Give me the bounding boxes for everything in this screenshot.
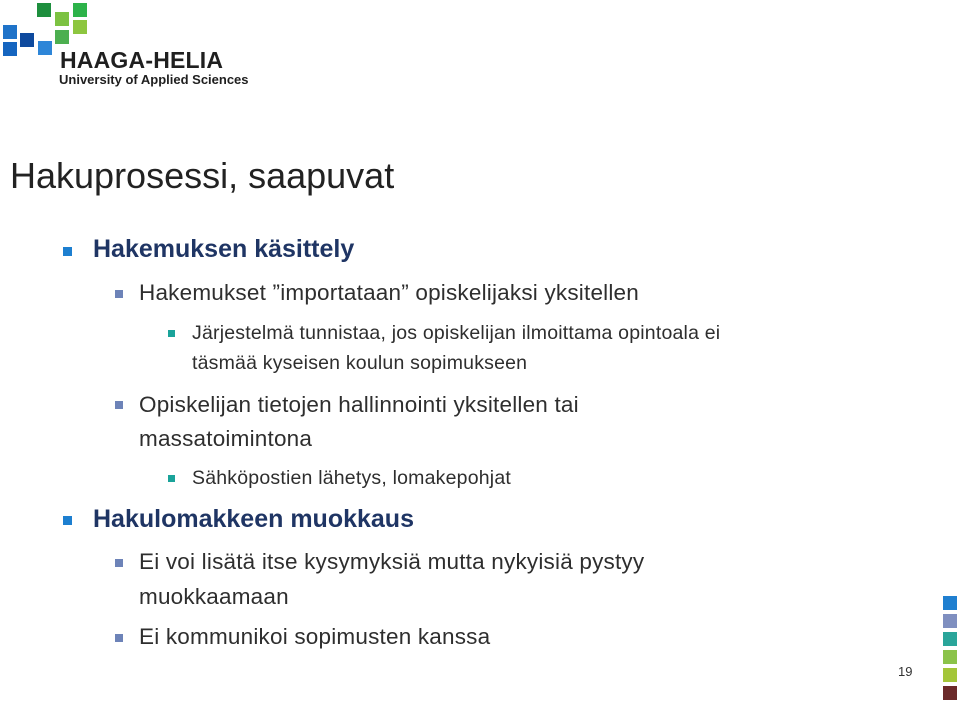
list-item-line: Opiskelijan tietojen hallinnointi yksitellen tai [139,392,579,417]
color-square-icon [943,596,957,610]
color-square-icon [943,686,957,700]
section-heading: Hakemuksen käsittely [93,235,355,263]
list-item-line: muokkaamaan [139,584,289,609]
bullet-square-icon [168,475,175,482]
bullet-square-icon [168,330,175,337]
bullet-square-icon [63,516,72,525]
section-heading: Hakulomakkeen muokkaus [93,505,414,533]
logo-name: HAAGA-HELIA [60,47,224,73]
list-subitem-line: Sähköpostien lähetys, lomakepohjat [192,467,511,489]
color-square-icon [943,614,957,628]
list-item-line: Ei kommunikoi sopimusten kanssa [139,624,491,649]
color-square-icon [943,668,957,682]
bullet-square-icon [115,634,123,642]
color-square-icon [943,632,957,646]
list-item-line: massatoimintona [139,426,313,451]
bullet-square-icon [63,247,72,256]
page-number: 19 [898,664,913,679]
list-item: Hakemukset ”importataan” opiskelijaksi yksitellen [139,280,639,305]
bullet-square-icon [115,559,123,567]
bullet-square-icon [115,401,123,409]
color-square-icon [943,650,957,664]
haaga-helia-logo [0,0,260,95]
slide-title: Hakuprosessi, saapuvat [10,155,395,196]
bullet-square-icon [115,290,123,298]
logo-tagline: University of Applied Sciences [59,72,249,87]
list-item-line: Ei voi lisätä itse kysymyksiä mutta nykyisiä pystyy [139,549,645,574]
list-subitem-line: Järjestelmä tunnistaa, jos opiskelijan ilmoittama opintoala ei [192,322,721,344]
list-subitem-line: täsmää kyseisen koulun sopimukseen [192,352,528,374]
